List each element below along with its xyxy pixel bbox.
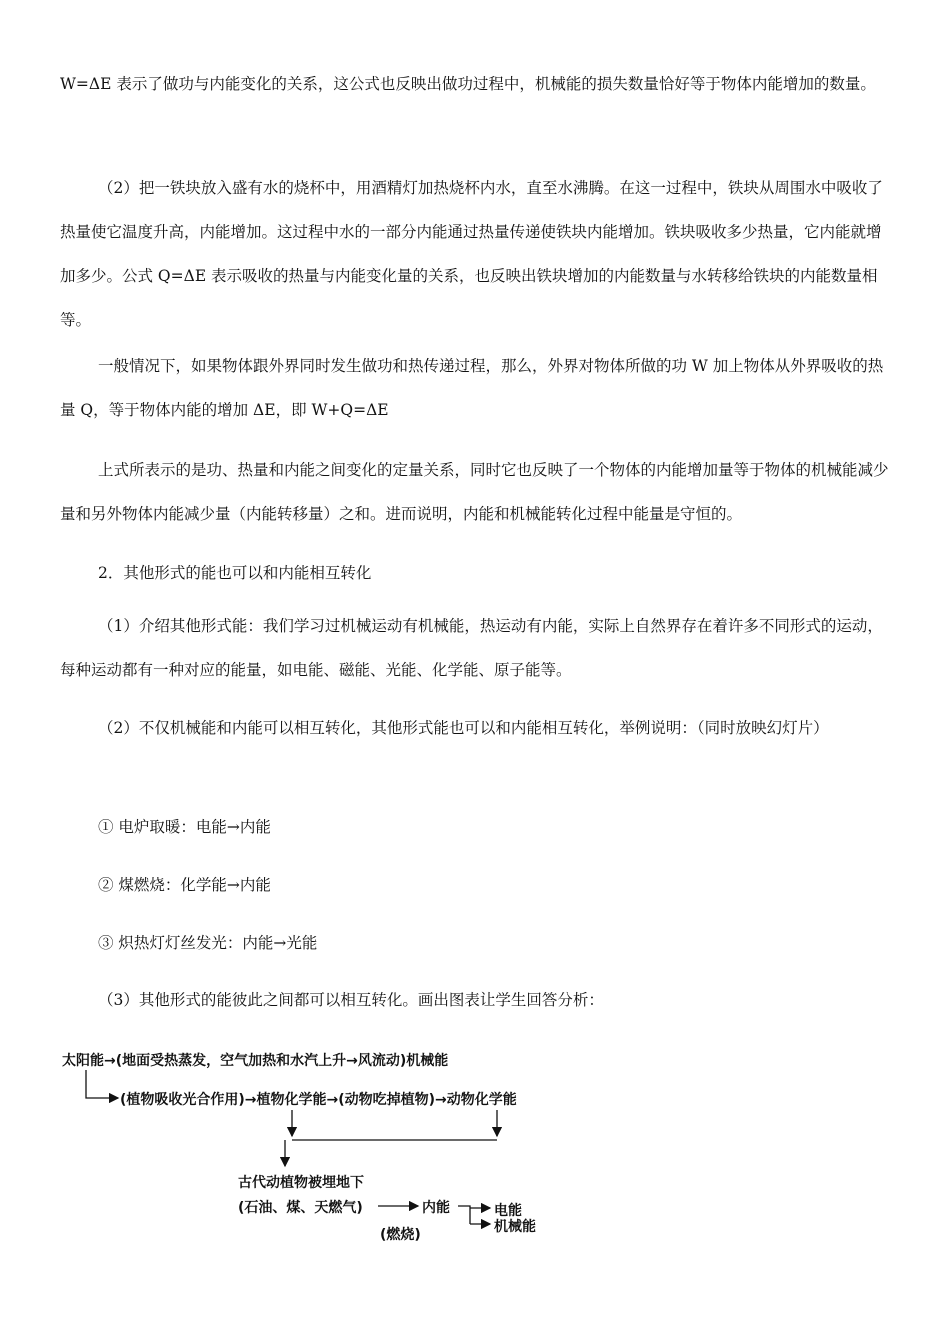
diagram-electric-energy: 电能: [494, 1203, 522, 1219]
paragraph-general-case: 一般情况下，如果物体跟外界同时发生做功和热传递过程，那么，外界对物体所做的功 W 加上物体从外界吸收的热量 Q，等于物体内能的增加 ΔE，即 W+Q=ΔE: [60, 357, 884, 419]
paragraph-iron-block: （2）把一铁块放入盛有水的烧杯中，用酒精灯加热烧杯内水，直至水沸腾。在这一过程中，铁块从周围水中吸收了热量使它温度升高，内能增加。这过程中水的一部分内能通过热量传递使铁块内能增加。铁块吸收多少热量，它内能就增加多少。公式 Q=ΔE 表示吸收的热量与内能变化量的关系，也反映出铁块增加的内能数量与水转移给铁块的内能数量相等。: [60, 179, 883, 329]
paragraph-diagram-intro: （3）其他形式的能彼此之间都可以相互转化。画出图表让学生回答分析：: [98, 991, 604, 1009]
diagram-burning-label: (燃烧): [380, 1227, 421, 1243]
paragraph-examples: （2）不仅机械能和内能可以相互转化，其他形式能也可以和内能相互转化，举例说明：（同时放映幻灯片）: [98, 719, 829, 737]
diagram-row-plants: (植物吸收光合作用)→植物化学能→(动物吃掉植物)→动物化学能: [120, 1092, 517, 1108]
example-item-heater: ① 电炉取暖：电能→内能: [98, 818, 271, 836]
diagram-fossil-fuels: (石油、煤、天燃气): [238, 1200, 363, 1216]
paragraph-conservation: 上式所表示的是功、热量和内能之间变化的定量关系，同时它也反映了一个物体的内能增加量等于物体的机械能减少量和另外物体内能减少量（内能转移量）之和。进而说明，内能和机械能转化过程中能量是守恒的。: [60, 461, 889, 523]
diagram-ancient-buried: 古代动植物被埋地下: [238, 1175, 364, 1191]
paragraph-intro-forms: （1）介绍其他形式能：我们学习过机械运动有机械能，热运动有内能，实际上自然界存在着许多不同形式的运动，每种运动都有一种对应的能量，如电能、磁能、光能、化学能、原子能等。: [60, 617, 883, 679]
example-item-coal: ② 煤燃烧：化学能→内能: [98, 876, 271, 894]
section-heading-other-forms: 2．其他形式的能也可以和内能相互转化: [98, 564, 372, 582]
diagram-internal-energy: 内能: [422, 1200, 450, 1216]
diagram-mechanical-energy: 机械能: [494, 1219, 536, 1235]
paragraph-work-energy: W=ΔE 表示了做功与内能变化的关系，这公式也反映出做功过程中，机械能的损失数量恰好等于物体内能增加的数量。: [60, 75, 876, 93]
example-item-lamp: ③ 炽热灯灯丝发光：内能→光能: [98, 934, 318, 952]
diagram-row-solar: 太阳能→(地面受热蒸发，空气加热和水汽上升→风流动)机械能: [62, 1053, 449, 1069]
